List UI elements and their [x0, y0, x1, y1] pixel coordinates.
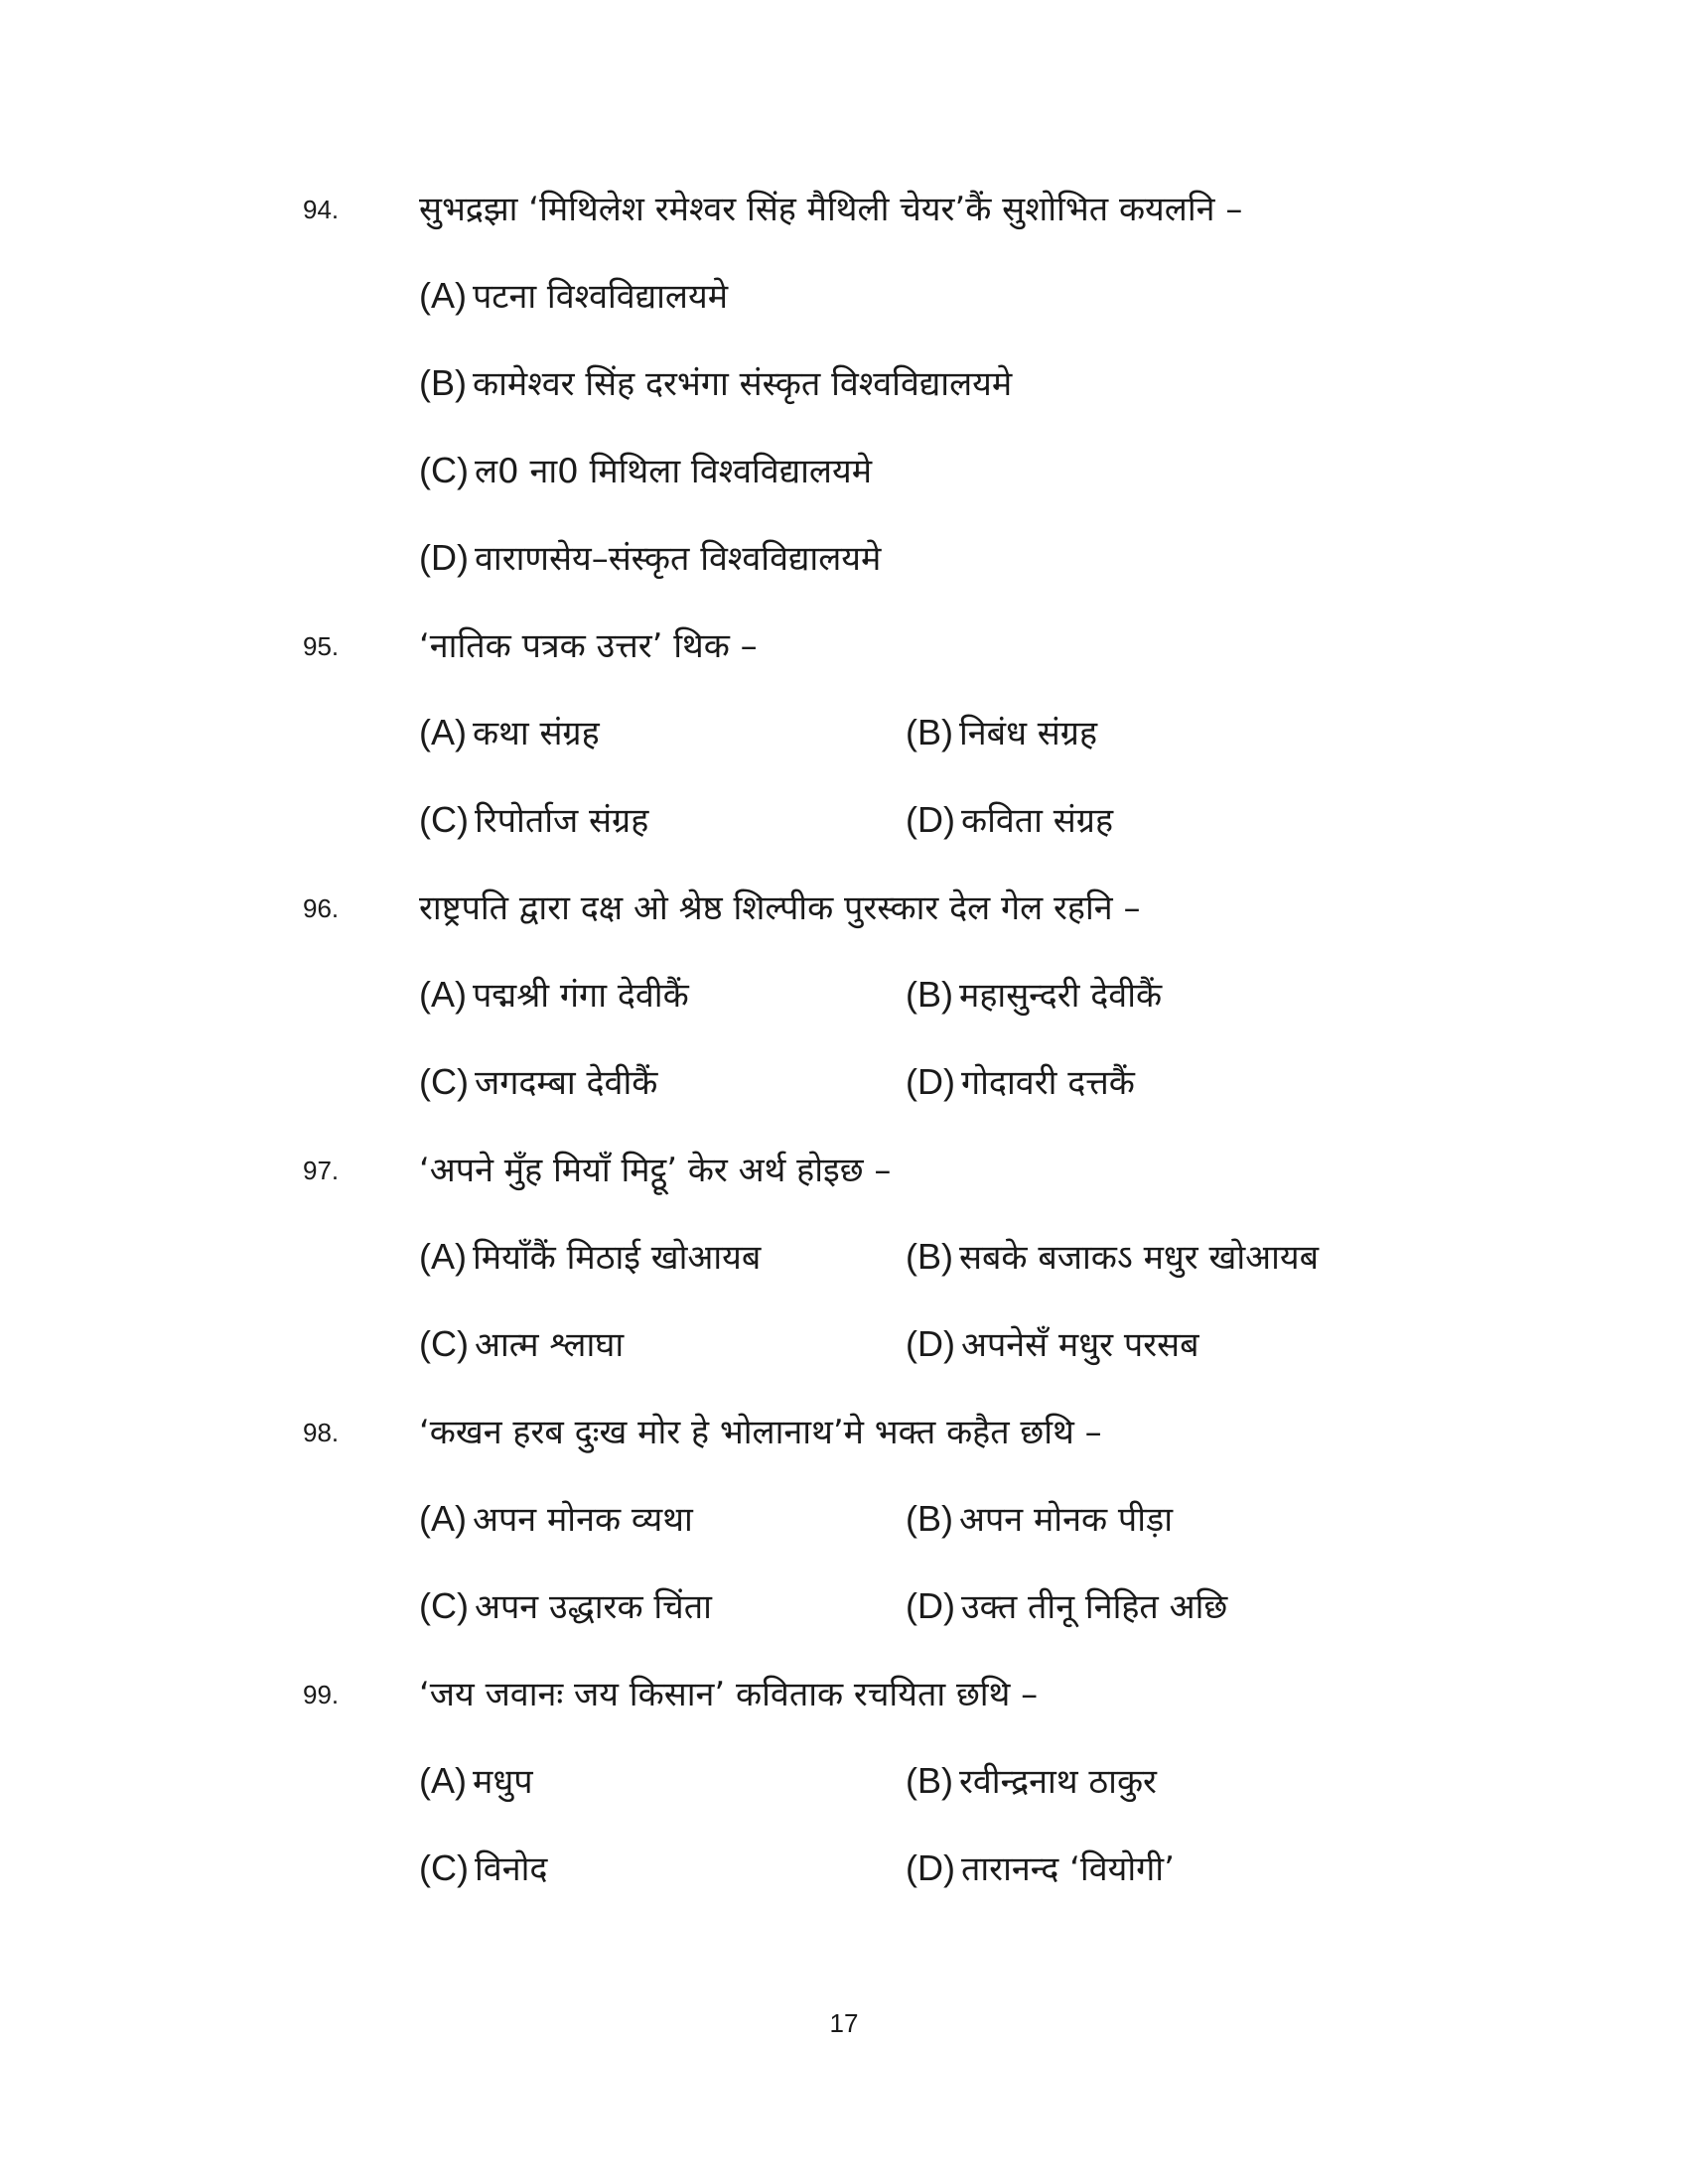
page-number: 17	[829, 2008, 859, 2038]
question-text: ‘अपने मुँह मियाँ मिट्ठू’ केर अर्थ होइछ –	[419, 1151, 892, 1190]
question-number: 96.	[303, 893, 340, 923]
option-text: उक्त तीनू निहित अछि	[960, 1587, 1228, 1627]
option-label: (A)	[419, 275, 467, 316]
option-label: (B)	[906, 712, 953, 752]
option-99-c	[419, 1844, 547, 1890]
question-number: 95.	[303, 631, 340, 661]
option-text: जगदम्बा देवीकैं	[474, 1063, 658, 1103]
option-label: (C)	[419, 1061, 469, 1102]
question-text: ‘जय जवानः जय किसान’ कविताक रचयिता छथि –	[419, 1675, 1039, 1714]
question-text: राष्ट्रपति द्वारा दक्ष ओ श्रेष्ठ शिल्पीक पुरस्कार देल गेल रहनि –	[419, 888, 1141, 928]
option-label: (D)	[906, 1847, 955, 1888]
option-label: (C)	[419, 799, 469, 840]
option-94-c	[419, 447, 872, 492]
question-text: ‘कखन हरब दुःख मोर हे भोलानाथ’मे भक्त कहैत छथि –	[419, 1413, 1102, 1452]
option-text: अपन मोनक पीड़ा	[959, 1500, 1174, 1540]
option-label: (A)	[419, 1498, 467, 1539]
option-98-b	[906, 1495, 1173, 1541]
option-label: (C)	[419, 1323, 469, 1364]
option-text: अपन उद्धारक चिंता	[474, 1587, 712, 1627]
option-96-c	[419, 1058, 657, 1104]
option-label: (A)	[419, 974, 467, 1015]
option-text: मियाँकैं मिठाई खोआयब	[473, 1238, 762, 1278]
option-96-b	[906, 971, 1162, 1017]
option-95-a	[419, 709, 600, 754]
question-number: 99.	[303, 1680, 340, 1709]
question-number: 94.	[303, 195, 340, 224]
option-label: (A)	[419, 712, 467, 752]
option-96-a	[419, 971, 689, 1017]
option-text: निबंध संग्रह	[959, 714, 1098, 753]
option-text: महासुन्दरी देवीकैं	[959, 976, 1163, 1016]
option-text: पटना विश्वविद्यालयमे	[473, 277, 729, 317]
question-text: ‘नातिक पत्रक उत्तर’ थिक –	[419, 626, 758, 666]
option-label: (A)	[419, 1760, 467, 1801]
option-text: अपनेसँ मधुर परसब	[960, 1325, 1199, 1365]
option-label: (D)	[906, 1061, 955, 1102]
option-95-d	[906, 796, 1113, 842]
option-label: (B)	[906, 974, 953, 1015]
option-label: (C)	[419, 1847, 469, 1888]
option-96-d	[906, 1058, 1135, 1104]
option-text: रवीन्द्रनाथ ठाकुर	[959, 1762, 1157, 1802]
option-label: (D)	[906, 1585, 955, 1626]
option-label: (B)	[906, 1498, 953, 1539]
option-text: वाराणसेय–संस्कृत विश्वविद्यालयमे	[474, 539, 882, 579]
option-text: कथा संग्रह	[473, 714, 600, 753]
option-text: रिपोर्ताज संग्रह	[474, 801, 649, 841]
option-label: (D)	[906, 1323, 955, 1364]
option-label: (C)	[419, 450, 469, 490]
option-text: मधुप	[473, 1762, 533, 1802]
option-text: आत्म श्लाघा	[474, 1325, 625, 1365]
option-label: (A)	[419, 1236, 467, 1277]
option-99-a	[419, 1757, 533, 1803]
option-97-a	[419, 1233, 761, 1279]
option-label: (C)	[419, 1585, 469, 1626]
option-text: कामेश्वर सिंह दरभंगा संस्कृत विश्वविद्यालयमे	[473, 364, 1013, 404]
option-97-c	[419, 1320, 624, 1366]
question-number: 97.	[303, 1156, 340, 1185]
option-text: तारानन्द ‘वियोगी’	[960, 1849, 1175, 1889]
option-98-c	[419, 1582, 712, 1628]
option-label: (B)	[906, 1760, 953, 1801]
option-95-c	[419, 796, 648, 842]
option-text: गोदावरी दत्तकैं	[960, 1063, 1135, 1103]
option-94-b	[419, 359, 1012, 405]
option-text: सबके बजाकऽ मधुर खोआयब	[959, 1238, 1320, 1278]
option-text: ल0 ना0 मिथिला विश्वविद्यालयमे	[474, 452, 873, 491]
option-97-d	[906, 1320, 1199, 1366]
question-number: 98.	[303, 1418, 340, 1447]
option-94-a	[419, 272, 728, 318]
option-text: कविता संग्रह	[960, 801, 1114, 841]
option-text: विनोद	[474, 1849, 548, 1889]
option-95-b	[906, 709, 1097, 754]
option-94-d	[419, 534, 881, 580]
option-text: अपन मोनक व्यथा	[473, 1500, 693, 1540]
option-label: (B)	[419, 362, 467, 403]
question-text: सुभद्रझा ‘मिथिलेश रमेश्वर सिंह मैथिली चेयर’कैं सुशोभित कयलनि –	[419, 190, 1243, 229]
option-97-b	[906, 1233, 1319, 1279]
option-label: (B)	[906, 1236, 953, 1277]
option-98-a	[419, 1495, 693, 1541]
option-text: पद्मश्री गंगा देवीकैं	[473, 976, 689, 1016]
option-99-d	[906, 1844, 1175, 1890]
option-label: (D)	[906, 799, 955, 840]
option-99-b	[906, 1757, 1157, 1803]
option-98-d	[906, 1582, 1227, 1628]
option-label: (D)	[419, 537, 469, 578]
